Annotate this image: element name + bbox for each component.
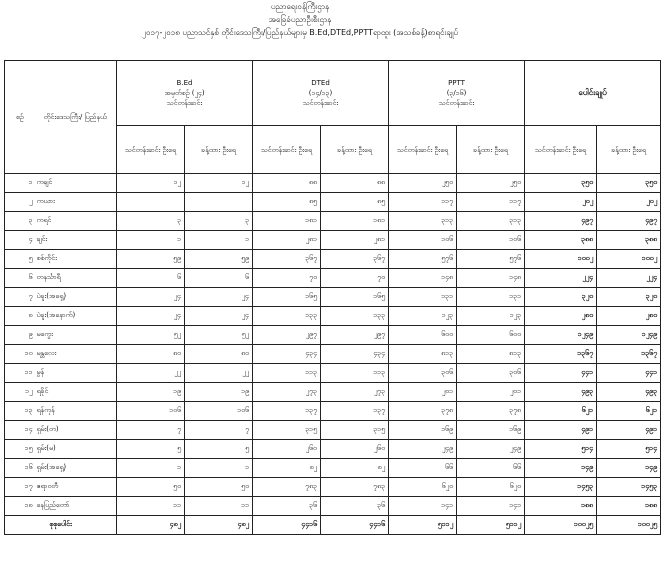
- dted-accepted-header: ခန့်ထား ဦးရေ: [321, 126, 389, 174]
- dted-accepted-cell: ၁၆၅: [321, 288, 389, 307]
- bed-accepted-cell: ၅၂: [185, 326, 253, 345]
- total-accepted-cell: ၁၂၄၉: [597, 326, 661, 345]
- pptt-accepted-cell: ၁၄၁: [457, 497, 525, 516]
- bed-accepted-cell: ၁: [185, 459, 253, 478]
- pptt-applied-cell: ၆၆: [389, 459, 457, 478]
- total-accepted-cell: ၂၀၂: [597, 193, 661, 212]
- pptt-applied-cell: ၂၅၀: [389, 174, 457, 193]
- pptt-accepted-cell: ၁၀၆: [457, 231, 525, 250]
- dted-applied-cell: ၁၆၅: [253, 288, 321, 307]
- dted-accepted-cell: ၁၃၇: [321, 402, 389, 421]
- total-applied-cell: ၃၅၀: [525, 174, 597, 193]
- bed-accepted-cell: ၁၂: [185, 174, 253, 193]
- row-number: ၂: [5, 193, 35, 212]
- table-row: [5, 440, 661, 459]
- total-accepted-header: ခန့်ထား ဦးရေ: [597, 126, 661, 174]
- table-row: [5, 402, 661, 421]
- pptt-applied-cell: ၁၄၁: [389, 497, 457, 516]
- total-applied-total: ၁၀၀၂၅: [525, 516, 597, 535]
- col-no-header: စဉ်: [5, 61, 35, 174]
- total-label: စုစုပေါင်း: [5, 516, 117, 535]
- total-accepted-cell: ၅၁၄: [597, 440, 661, 459]
- pptt-applied-cell: ၂၀၁: [389, 383, 457, 402]
- bed-accepted-cell: ၂၂: [185, 364, 253, 383]
- pptt-accepted-cell: ၂၀၁: [457, 383, 525, 402]
- total-accepted-cell: ၃၈၈: [597, 231, 661, 250]
- total-applied-cell: ၂၀၂: [525, 193, 597, 212]
- total-accepted-cell: ၄၉၃: [597, 383, 661, 402]
- pptt-applied-cell: ၃၁၃: [389, 212, 457, 231]
- bed-applied-cell: ၇: [117, 421, 185, 440]
- region-name: တနင်္သာရီ: [35, 269, 117, 288]
- total-accepted-cell: ၁၈၈: [597, 497, 661, 516]
- pptt-applied-cell: ၂၄၉: [389, 440, 457, 459]
- dted-applied-cell: ၁၃၃: [253, 307, 321, 326]
- bed-accepted-cell: ၇: [185, 421, 253, 440]
- pptt-applied-cell: ၈၁၃: [389, 345, 457, 364]
- pptt-accepted-cell: ၆၀၀: [457, 326, 525, 345]
- row-number: ၁၂: [5, 383, 35, 402]
- bed-accepted-header: ခန့်ထား ဦးရေ: [185, 126, 253, 174]
- bed-accepted-cell: ၁: [185, 231, 253, 250]
- dted-accepted-cell: ၈၈: [321, 174, 389, 193]
- bed-accepted-cell: ၁၉: [185, 383, 253, 402]
- total-applied-header: သင်တန်းဆင်း ဦးရေ: [525, 126, 597, 174]
- region-name: ဧရာဝတီ: [35, 478, 117, 497]
- enrollment-table: [4, 60, 661, 535]
- dted-applied-cell: ၈၈: [253, 174, 321, 193]
- table-row: [5, 193, 661, 212]
- total-accepted-cell: ၂၈၀: [597, 307, 661, 326]
- document-title: ၂၀၁၇-၂၀၁၈ ပညာသင်နှစ် တိုင်းဒေသကြီး/ပြည်နယ်များမှ B.Ed,DTEd,PPTTရာထူး (အသစ်ခန့်)စာရင်းချုပ်: [142, 28, 458, 37]
- total-accepted-cell: ၁၀၀၂: [597, 250, 661, 269]
- col-region-header: တိုင်းဒေသကြီး/ ပြည်နယ်: [35, 61, 117, 174]
- row-number: ၇: [5, 288, 35, 307]
- dted-accepted-cell: ၃၁၅: [321, 421, 389, 440]
- dted-accepted-cell: ၈၂: [321, 459, 389, 478]
- region-name: မန္တလေး: [35, 345, 117, 364]
- table-row: [5, 345, 661, 364]
- dted-applied-cell: ၃၁၅: [253, 421, 321, 440]
- dted-subtitle: (၁၄/၁၃): [308, 89, 333, 97]
- dted-applied-cell: ၇၈၃: [253, 478, 321, 497]
- total-applied-cell: ၄၉၁: [525, 421, 597, 440]
- row-number: ၉: [5, 326, 35, 345]
- pptt-applied-cell: ၁၂၃: [389, 307, 457, 326]
- bed-accepted-cell: ၃: [185, 212, 253, 231]
- bed-title: B.Ed: [176, 79, 193, 87]
- row-number: ၁၆: [5, 459, 35, 478]
- pptt-applied-header: သင်တန်းဆင်း ဦးရေ: [389, 126, 457, 174]
- pptt-accepted-cell: ၆၂၀: [457, 478, 525, 497]
- dted-applied-cell: ၁၃၇: [253, 402, 321, 421]
- row-number: ၁၀: [5, 345, 35, 364]
- dted-group-header: [253, 61, 389, 126]
- dted-applied-header: သင်တန်းဆင်း ဦးရေ: [253, 126, 321, 174]
- dted-accepted-cell: ၁၈၁: [321, 212, 389, 231]
- total-row: [5, 516, 661, 535]
- bed-applied-cell: ၁: [117, 231, 185, 250]
- bed-applied-cell: ၅၀: [117, 478, 185, 497]
- table-row: [5, 250, 661, 269]
- pptt-applied-cell: ၅၇၆: [389, 250, 457, 269]
- row-number: ၁၈: [5, 497, 35, 516]
- bed-accepted-cell: ၁၁: [185, 497, 253, 516]
- total-applied-cell: ၄၄၁: [525, 364, 597, 383]
- pptt-accepted-cell: ၃၇၈: [457, 402, 525, 421]
- row-number: ၁: [5, 174, 35, 193]
- pptt-accepted-cell: ၈၁၃: [457, 345, 525, 364]
- ministry-line: ပညာရေးဝန်ကြီးဌာန: [270, 2, 330, 11]
- table-row: [5, 383, 661, 402]
- pptt-accepted-cell: ၅၇၆: [457, 250, 525, 269]
- row-number: ၁၅: [5, 440, 35, 459]
- bed-applied-cell: [117, 193, 185, 212]
- bed-applied-cell: ၅၂: [117, 326, 185, 345]
- region-name: စစ်ကိုင်း: [35, 250, 117, 269]
- row-number: ၆: [5, 269, 35, 288]
- bed-accepted-cell: ၆: [185, 269, 253, 288]
- pptt-accepted-cell: ၃၀၆: [457, 364, 525, 383]
- row-number: ၄: [5, 231, 35, 250]
- bed-accepted-cell: [185, 193, 253, 212]
- dted-applied-cell: ၁၈၁: [253, 212, 321, 231]
- total-applied-cell: ၆၂၁: [525, 402, 597, 421]
- dted-applied-cell: ၃၆: [253, 497, 321, 516]
- pptt-accepted-cell: ၁၃၁: [457, 288, 525, 307]
- bed-applied-cell: ၅: [117, 440, 185, 459]
- bed-applied-cell: ၂၄: [117, 288, 185, 307]
- pptt-applied-cell: ၁၄၈: [389, 269, 457, 288]
- table-row: [5, 497, 661, 516]
- pptt-accepted-header: ခန့်ထား ဦးရေ: [457, 126, 525, 174]
- pptt-applied-total: ၅၁၁၂: [389, 516, 457, 535]
- pptt-accepted-total: ၅၁၁၂: [457, 516, 525, 535]
- pptt-applied-cell: ၃၇၈: [389, 402, 457, 421]
- table-row: [5, 231, 661, 250]
- total-applied-cell: ၃၈၈: [525, 231, 597, 250]
- bed-accepted-cell: ၈၀: [185, 345, 253, 364]
- total-applied-cell: ၁၀၀၂: [525, 250, 597, 269]
- bed-accepted-cell: ၅၀: [185, 478, 253, 497]
- pptt-title: PPTT: [448, 79, 465, 87]
- dted-accepted-cell: ၇၈၃: [321, 478, 389, 497]
- bed-applied-cell: ၂၄: [117, 307, 185, 326]
- row-number: ၁၄: [5, 421, 35, 440]
- row-number: ၈: [5, 307, 35, 326]
- dted-accepted-cell: ၃၆: [321, 497, 389, 516]
- region-name: ပဲခူး(အရှေ့): [35, 288, 117, 307]
- bed-applied-cell: ၂၂: [117, 364, 185, 383]
- pptt-accepted-cell: ၂၅၀: [457, 174, 525, 193]
- table-row: [5, 212, 661, 231]
- bed-accepted-cell: ၂၄: [185, 307, 253, 326]
- dted-applied-cell: ၂၈၁: [253, 231, 321, 250]
- total-group-header: ပေါင်းချုပ်: [525, 61, 661, 126]
- region-name: ကချင်: [35, 174, 117, 193]
- bed-applied-cell: ၁: [117, 459, 185, 478]
- total-accepted-total: ၁၀၀၂၅: [597, 516, 661, 535]
- total-applied-cell: ၄၉၇: [525, 212, 597, 231]
- total-applied-cell: ၄၉၃: [525, 383, 597, 402]
- bed-applied-total: ၄၈၂: [117, 516, 185, 535]
- pptt-applied-cell: ၃၀၆: [389, 364, 457, 383]
- bed-applied-cell: ၅၉: [117, 250, 185, 269]
- bed-applied-cell: ၁၀၆: [117, 402, 185, 421]
- dted-accepted-cell: ၇၀: [321, 269, 389, 288]
- region-name: ပဲခူး(အနောက်): [35, 307, 117, 326]
- dted-desc: သင်တန်းဆင်း: [302, 99, 339, 107]
- region-name: မကွေး: [35, 326, 117, 345]
- pptt-applied-cell: ၆၂၀: [389, 478, 457, 497]
- dted-applied-cell: ၁၁၃: [253, 364, 321, 383]
- total-applied-cell: ၁၂၄၉: [525, 326, 597, 345]
- pptt-group-header: [389, 61, 525, 126]
- region-name: ရန်ကုန်: [35, 402, 117, 421]
- pptt-applied-cell: ၁၀၆: [389, 231, 457, 250]
- region-name: နေပြည်တော်: [35, 497, 117, 516]
- dted-applied-cell: ၂၉၇: [253, 326, 321, 345]
- region-name: မွန်: [35, 364, 117, 383]
- total-applied-cell: ၁၄၉: [525, 459, 597, 478]
- pptt-accepted-cell: ၆၆: [457, 459, 525, 478]
- dted-accepted-cell: ၄၃၄: [321, 345, 389, 364]
- region-name: ချင်း: [35, 231, 117, 250]
- bed-subtitle: အမှတ်စဉ် (၂၄): [164, 89, 205, 97]
- bed-accepted-cell: ၂၄: [185, 288, 253, 307]
- dted-applied-cell: ၂၆၀: [253, 440, 321, 459]
- dted-applied-cell: ၂၇၃: [253, 383, 321, 402]
- bed-accepted-cell: ၁၀၆: [185, 402, 253, 421]
- row-number: ၁၇: [5, 478, 35, 497]
- region-name: ရှမ်း(မ): [35, 440, 117, 459]
- bed-applied-cell: ၁၂: [117, 174, 185, 193]
- table-row: [5, 326, 661, 345]
- table-row: [5, 421, 661, 440]
- pptt-subtitle: (၃/၁၆): [446, 89, 467, 97]
- table-row: [5, 307, 661, 326]
- pptt-accepted-cell: ၁၂၃: [457, 307, 525, 326]
- total-accepted-cell: ၁၄၅၃: [597, 478, 661, 497]
- total-accepted-cell: ၂၂၄: [597, 269, 661, 288]
- row-number: ၁၃: [5, 402, 35, 421]
- total-accepted-cell: ၁၃၆၇: [597, 345, 661, 364]
- total-applied-cell: ၂၂၄: [525, 269, 597, 288]
- bed-accepted-total: ၄၈၂: [185, 516, 253, 535]
- pptt-accepted-cell: ၁၄၈: [457, 269, 525, 288]
- table-row: [5, 364, 661, 383]
- table-row: [5, 459, 661, 478]
- bed-desc: သင်တန်းဆင်း: [166, 99, 203, 107]
- bed-applied-cell: ၃: [117, 212, 185, 231]
- dted-applied-cell: ၈၂: [253, 459, 321, 478]
- region-name: ရှမ်း(တ): [35, 421, 117, 440]
- total-accepted-cell: ၄၉၇: [597, 212, 661, 231]
- region-name: ရှမ်း(အရှေ့): [35, 459, 117, 478]
- bed-accepted-cell: ၅၉: [185, 250, 253, 269]
- bed-accepted-cell: ၅: [185, 440, 253, 459]
- table-row: [5, 288, 661, 307]
- bed-applied-cell: ၈၀: [117, 345, 185, 364]
- total-applied-cell: ၁၄၅၃: [525, 478, 597, 497]
- dted-accepted-cell: ၃၆၇: [321, 250, 389, 269]
- total-accepted-cell: ၄၄၁: [597, 364, 661, 383]
- dted-accepted-cell: ၈၅: [321, 193, 389, 212]
- pptt-applied-cell: ၁၃၁: [389, 288, 457, 307]
- total-accepted-cell: ၁၄၉: [597, 459, 661, 478]
- bed-group-header: [117, 61, 253, 126]
- total-accepted-cell: ၄၉၁: [597, 421, 661, 440]
- table-row: [5, 174, 661, 193]
- dted-accepted-cell: ၁၁၃: [321, 364, 389, 383]
- dted-accepted-cell: ၁၃၃: [321, 307, 389, 326]
- row-number: ၁၁: [5, 364, 35, 383]
- bed-applied-header: သင်တန်းဆင်း ဦးရေ: [117, 126, 185, 174]
- total-applied-cell: ၁၈၈: [525, 497, 597, 516]
- region-name: ရခိုင်: [35, 383, 117, 402]
- total-applied-cell: ၅၁၄: [525, 440, 597, 459]
- dted-title: DTEd: [311, 79, 330, 87]
- dted-applied-cell: ၈၅: [253, 193, 321, 212]
- pptt-accepted-cell: ၁၁၇: [457, 193, 525, 212]
- row-number: ၃: [5, 212, 35, 231]
- pptt-applied-cell: ၆၀၀: [389, 326, 457, 345]
- pptt-desc: သင်တန်းဆင်း: [438, 99, 475, 107]
- total-accepted-cell: ၃၅၀: [597, 174, 661, 193]
- region-name: ကယား: [35, 193, 117, 212]
- dted-accepted-cell: ၂၈၁: [321, 231, 389, 250]
- pptt-accepted-cell: ၁၆၉: [457, 421, 525, 440]
- dted-accepted-cell: ၂၆၀: [321, 440, 389, 459]
- region-name: ကရင်: [35, 212, 117, 231]
- bed-applied-cell: ၆: [117, 269, 185, 288]
- table-row: [5, 269, 661, 288]
- dted-applied-cell: ၇၀: [253, 269, 321, 288]
- dted-applied-total: ၄၄၁၆: [253, 516, 321, 535]
- department-line: အခြေခံပညာဦးစီးဌာန: [268, 15, 332, 24]
- dted-accepted-cell: ၂၉၇: [321, 326, 389, 345]
- dted-accepted-cell: ၂၇၃: [321, 383, 389, 402]
- total-accepted-cell: ၆၂၁: [597, 402, 661, 421]
- pptt-accepted-cell: ၂၄၉: [457, 440, 525, 459]
- pptt-applied-cell: ၁၆၉: [389, 421, 457, 440]
- document-header: [0, 0, 600, 39]
- table-row: [5, 478, 661, 497]
- total-applied-cell: ၁၃၆၇: [525, 345, 597, 364]
- bed-applied-cell: ၁၉: [117, 383, 185, 402]
- total-accepted-cell: ၃၂၀: [597, 288, 661, 307]
- row-number: ၅: [5, 250, 35, 269]
- total-applied-cell: ၃၂၀: [525, 288, 597, 307]
- total-applied-cell: ၂၈၀: [525, 307, 597, 326]
- pptt-accepted-cell: ၃၁၃: [457, 212, 525, 231]
- dted-applied-cell: ၄၃၄: [253, 345, 321, 364]
- dted-applied-cell: ၃၆၇: [253, 250, 321, 269]
- dted-accepted-total: ၄၄၁၆: [321, 516, 389, 535]
- pptt-applied-cell: ၁၁၇: [389, 193, 457, 212]
- bed-applied-cell: ၁၁: [117, 497, 185, 516]
